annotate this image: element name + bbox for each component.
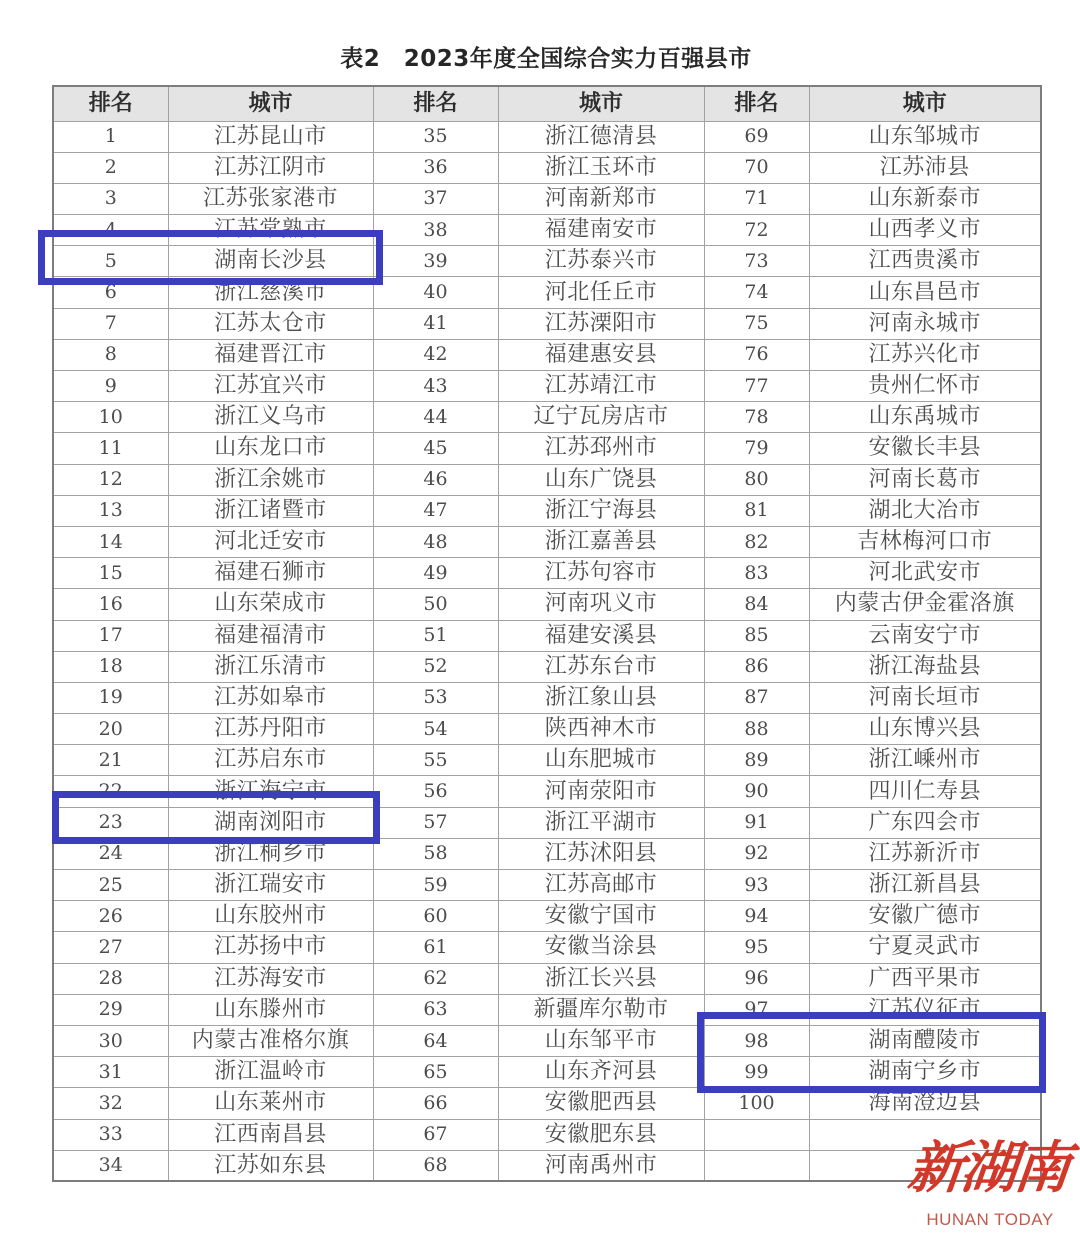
rank-cell bbox=[704, 1150, 809, 1181]
rank-cell: 93 bbox=[704, 870, 809, 901]
rank-cell: 35 bbox=[373, 121, 498, 152]
header-rank: 排名 bbox=[373, 86, 498, 121]
rank-cell: 43 bbox=[373, 371, 498, 402]
table-row bbox=[53, 495, 1041, 526]
table-row bbox=[53, 745, 1041, 776]
rank-cell: 63 bbox=[373, 994, 498, 1025]
rank-cell: 17 bbox=[53, 620, 168, 651]
city-cell: 山东新泰市 bbox=[809, 183, 1041, 214]
rank-cell: 20 bbox=[53, 714, 168, 745]
rank-cell: 52 bbox=[373, 651, 498, 682]
rank-cell: 65 bbox=[373, 1057, 498, 1088]
rank-cell: 91 bbox=[704, 807, 809, 838]
city-cell: 山东龙口市 bbox=[168, 433, 373, 464]
header-rank: 排名 bbox=[704, 86, 809, 121]
rank-cell: 14 bbox=[53, 526, 168, 557]
city-cell: 江苏兴化市 bbox=[809, 339, 1041, 370]
rank-cell: 85 bbox=[704, 620, 809, 651]
rank-cell: 99 bbox=[704, 1057, 809, 1088]
header-rank: 排名 bbox=[53, 86, 168, 121]
rank-cell: 13 bbox=[53, 495, 168, 526]
city-cell: 河南永城市 bbox=[809, 308, 1041, 339]
city-cell: 江苏扬中市 bbox=[168, 932, 373, 963]
city-cell: 四川仁寿县 bbox=[809, 776, 1041, 807]
city-cell: 山西孝义市 bbox=[809, 215, 1041, 246]
city-cell: 河南禹州市 bbox=[498, 1150, 704, 1181]
city-cell: 山东齐河县 bbox=[498, 1057, 704, 1088]
city-cell: 江苏溧阳市 bbox=[498, 308, 704, 339]
city-cell: 安徽广德市 bbox=[809, 901, 1041, 932]
city-cell: 内蒙古准格尔旗 bbox=[168, 1025, 373, 1056]
city-cell: 湖北大冶市 bbox=[809, 495, 1041, 526]
city-cell: 安徽宁国市 bbox=[498, 901, 704, 932]
rank-cell: 40 bbox=[373, 277, 498, 308]
city-cell: 内蒙古伊金霍洛旗 bbox=[809, 589, 1041, 620]
city-cell: 山东昌邑市 bbox=[809, 277, 1041, 308]
city-cell: 吉林梅河口市 bbox=[809, 526, 1041, 557]
rank-cell: 76 bbox=[704, 339, 809, 370]
city-cell: 江苏启东市 bbox=[168, 745, 373, 776]
rank-cell: 95 bbox=[704, 932, 809, 963]
rank-cell: 61 bbox=[373, 932, 498, 963]
city-cell: 宁夏灵武市 bbox=[809, 932, 1041, 963]
city-cell: 河南巩义市 bbox=[498, 589, 704, 620]
city-cell: 浙江德清县 bbox=[498, 121, 704, 152]
rank-cell: 87 bbox=[704, 682, 809, 713]
logo-wordmark: 新湖南 bbox=[904, 1135, 1071, 1201]
table-row bbox=[53, 620, 1041, 651]
hunan-today-logo bbox=[900, 1120, 1076, 1232]
rank-cell: 24 bbox=[53, 838, 168, 869]
rank-cell: 16 bbox=[53, 589, 168, 620]
city-cell: 湖南浏阳市 bbox=[168, 807, 373, 838]
rank-cell: 98 bbox=[704, 1025, 809, 1056]
city-cell: 湖南醴陵市 bbox=[809, 1025, 1041, 1056]
table-row bbox=[53, 246, 1041, 277]
city-cell: 浙江瑞安市 bbox=[168, 870, 373, 901]
city-cell: 江西南昌县 bbox=[168, 1119, 373, 1150]
city-cell: 江苏昆山市 bbox=[168, 121, 373, 152]
city-cell: 湖南长沙县 bbox=[168, 246, 373, 277]
table-row bbox=[53, 994, 1041, 1025]
table-row bbox=[53, 433, 1041, 464]
rank-cell: 4 bbox=[53, 215, 168, 246]
rank-cell: 72 bbox=[704, 215, 809, 246]
rank-cell: 94 bbox=[704, 901, 809, 932]
table-row bbox=[53, 682, 1041, 713]
rank-cell: 54 bbox=[373, 714, 498, 745]
city-cell: 海南澄迈县 bbox=[809, 1088, 1041, 1119]
table-row bbox=[53, 215, 1041, 246]
rank-cell: 84 bbox=[704, 589, 809, 620]
city-cell: 河北迁安市 bbox=[168, 526, 373, 557]
rank-cell: 74 bbox=[704, 277, 809, 308]
rank-cell: 41 bbox=[373, 308, 498, 339]
rank-cell: 69 bbox=[704, 121, 809, 152]
table-row bbox=[53, 558, 1041, 589]
rank-cell: 26 bbox=[53, 901, 168, 932]
city-cell: 福建南安市 bbox=[498, 215, 704, 246]
city-cell: 江苏宜兴市 bbox=[168, 371, 373, 402]
table-row bbox=[53, 776, 1041, 807]
city-cell: 福建晋江市 bbox=[168, 339, 373, 370]
city-cell: 广西平果市 bbox=[809, 963, 1041, 994]
city-cell: 江苏丹阳市 bbox=[168, 714, 373, 745]
city-cell: 山东肥城市 bbox=[498, 745, 704, 776]
ranking-table bbox=[52, 85, 1042, 1182]
city-cell: 江苏沛县 bbox=[809, 152, 1041, 183]
city-cell: 福建安溪县 bbox=[498, 620, 704, 651]
rank-cell: 5 bbox=[53, 246, 168, 277]
city-cell: 江苏新沂市 bbox=[809, 838, 1041, 869]
rank-cell: 78 bbox=[704, 402, 809, 433]
table-body bbox=[53, 121, 1041, 1181]
table-row bbox=[53, 308, 1041, 339]
table-row bbox=[53, 183, 1041, 214]
rank-cell: 32 bbox=[53, 1088, 168, 1119]
city-cell: 江苏太仓市 bbox=[168, 308, 373, 339]
city-cell: 山东莱州市 bbox=[168, 1088, 373, 1119]
city-cell: 浙江海宁市 bbox=[168, 776, 373, 807]
rank-cell: 33 bbox=[53, 1119, 168, 1150]
city-cell: 江苏张家港市 bbox=[168, 183, 373, 214]
city-cell: 浙江玉环市 bbox=[498, 152, 704, 183]
city-cell: 广东四会市 bbox=[809, 807, 1041, 838]
city-cell: 江苏沭阳县 bbox=[498, 838, 704, 869]
city-cell: 江苏常熟市 bbox=[168, 215, 373, 246]
rank-cell: 25 bbox=[53, 870, 168, 901]
city-cell: 江苏海安市 bbox=[168, 963, 373, 994]
table-row bbox=[53, 371, 1041, 402]
rank-cell: 56 bbox=[373, 776, 498, 807]
city-cell: 安徽当涂县 bbox=[498, 932, 704, 963]
city-cell: 山东荣成市 bbox=[168, 589, 373, 620]
table-row bbox=[53, 901, 1041, 932]
city-cell: 山东邹城市 bbox=[809, 121, 1041, 152]
header-city: 城市 bbox=[168, 86, 373, 121]
rank-cell: 7 bbox=[53, 308, 168, 339]
rank-cell: 34 bbox=[53, 1150, 168, 1181]
rank-cell bbox=[704, 1119, 809, 1150]
city-cell: 浙江象山县 bbox=[498, 682, 704, 713]
rank-cell: 77 bbox=[704, 371, 809, 402]
rank-cell: 58 bbox=[373, 838, 498, 869]
rank-cell: 10 bbox=[53, 402, 168, 433]
city-cell: 江苏句容市 bbox=[498, 558, 704, 589]
rank-cell: 57 bbox=[373, 807, 498, 838]
table-row bbox=[53, 651, 1041, 682]
city-cell: 云南安宁市 bbox=[809, 620, 1041, 651]
city-cell: 浙江新昌县 bbox=[809, 870, 1041, 901]
city-cell: 贵州仁怀市 bbox=[809, 371, 1041, 402]
city-cell: 江苏靖江市 bbox=[498, 371, 704, 402]
city-cell: 河北武安市 bbox=[809, 558, 1041, 589]
rank-cell: 90 bbox=[704, 776, 809, 807]
rank-cell: 75 bbox=[704, 308, 809, 339]
rank-cell: 11 bbox=[53, 433, 168, 464]
city-cell: 浙江诸暨市 bbox=[168, 495, 373, 526]
city-cell: 福建石狮市 bbox=[168, 558, 373, 589]
rank-cell: 23 bbox=[53, 807, 168, 838]
city-cell: 浙江嵊州市 bbox=[809, 745, 1041, 776]
city-cell: 河南荥阳市 bbox=[498, 776, 704, 807]
rank-cell: 53 bbox=[373, 682, 498, 713]
rank-cell: 31 bbox=[53, 1057, 168, 1088]
city-cell: 山东邹平市 bbox=[498, 1025, 704, 1056]
rank-cell: 37 bbox=[373, 183, 498, 214]
rank-cell: 8 bbox=[53, 339, 168, 370]
city-cell: 安徽肥东县 bbox=[498, 1119, 704, 1150]
city-cell: 浙江嘉善县 bbox=[498, 526, 704, 557]
rank-cell: 44 bbox=[373, 402, 498, 433]
city-cell: 浙江桐乡市 bbox=[168, 838, 373, 869]
city-cell: 江苏江阴市 bbox=[168, 152, 373, 183]
city-cell: 辽宁瓦房店市 bbox=[498, 402, 704, 433]
table-row bbox=[53, 932, 1041, 963]
city-cell: 江苏高邮市 bbox=[498, 870, 704, 901]
rank-cell: 88 bbox=[704, 714, 809, 745]
city-cell: 江苏泰兴市 bbox=[498, 246, 704, 277]
rank-cell: 100 bbox=[704, 1088, 809, 1119]
city-cell: 山东博兴县 bbox=[809, 714, 1041, 745]
city-cell: 山东滕州市 bbox=[168, 994, 373, 1025]
table-title: 表2 2023年度全国综合实力百强县市 bbox=[340, 46, 752, 72]
city-cell: 河南长葛市 bbox=[809, 464, 1041, 495]
table-row bbox=[53, 963, 1041, 994]
rank-cell: 73 bbox=[704, 246, 809, 277]
city-cell: 浙江余姚市 bbox=[168, 464, 373, 495]
city-cell: 福建福清市 bbox=[168, 620, 373, 651]
rank-cell: 42 bbox=[373, 339, 498, 370]
city-cell: 山东广饶县 bbox=[498, 464, 704, 495]
rank-cell: 3 bbox=[53, 183, 168, 214]
table-row bbox=[53, 152, 1041, 183]
city-cell: 浙江乐清市 bbox=[168, 651, 373, 682]
table-row bbox=[53, 1025, 1041, 1056]
city-cell: 河南新郑市 bbox=[498, 183, 704, 214]
rank-cell: 82 bbox=[704, 526, 809, 557]
table-row bbox=[53, 402, 1041, 433]
rank-cell: 29 bbox=[53, 994, 168, 1025]
rank-cell: 70 bbox=[704, 152, 809, 183]
header-city: 城市 bbox=[809, 86, 1041, 121]
rank-cell: 62 bbox=[373, 963, 498, 994]
city-cell: 江苏邳州市 bbox=[498, 433, 704, 464]
table-row bbox=[53, 870, 1041, 901]
table-row bbox=[53, 1150, 1041, 1181]
rank-cell: 96 bbox=[704, 963, 809, 994]
rank-cell: 60 bbox=[373, 901, 498, 932]
rank-cell: 45 bbox=[373, 433, 498, 464]
rank-cell: 81 bbox=[704, 495, 809, 526]
city-cell: 浙江海盐县 bbox=[809, 651, 1041, 682]
table-row bbox=[53, 1088, 1041, 1119]
city-cell: 浙江长兴县 bbox=[498, 963, 704, 994]
rank-cell: 47 bbox=[373, 495, 498, 526]
city-cell: 浙江慈溪市 bbox=[168, 277, 373, 308]
rank-cell: 27 bbox=[53, 932, 168, 963]
rank-cell: 86 bbox=[704, 651, 809, 682]
rank-cell: 15 bbox=[53, 558, 168, 589]
rank-cell: 46 bbox=[373, 464, 498, 495]
header-row bbox=[53, 86, 1041, 121]
city-cell: 福建惠安县 bbox=[498, 339, 704, 370]
rank-cell: 38 bbox=[373, 215, 498, 246]
rank-cell: 49 bbox=[373, 558, 498, 589]
city-cell: 江西贵溪市 bbox=[809, 246, 1041, 277]
city-cell: 江苏仪征市 bbox=[809, 994, 1041, 1025]
table-row bbox=[53, 714, 1041, 745]
rank-cell: 9 bbox=[53, 371, 168, 402]
city-cell: 山东胶州市 bbox=[168, 901, 373, 932]
city-cell: 浙江平湖市 bbox=[498, 807, 704, 838]
rank-cell: 59 bbox=[373, 870, 498, 901]
table-row bbox=[53, 121, 1041, 152]
rank-cell: 66 bbox=[373, 1088, 498, 1119]
rank-cell: 92 bbox=[704, 838, 809, 869]
rank-cell: 97 bbox=[704, 994, 809, 1025]
logo-subtitle: HUNAN TODAY bbox=[926, 1210, 1054, 1229]
table-row bbox=[53, 838, 1041, 869]
rank-cell: 1 bbox=[53, 121, 168, 152]
table-row bbox=[53, 807, 1041, 838]
rank-cell: 48 bbox=[373, 526, 498, 557]
rank-cell: 67 bbox=[373, 1119, 498, 1150]
rank-cell: 22 bbox=[53, 776, 168, 807]
rank-cell: 18 bbox=[53, 651, 168, 682]
header-city: 城市 bbox=[498, 86, 704, 121]
city-cell: 湖南宁乡市 bbox=[809, 1057, 1041, 1088]
city-cell: 安徽肥西县 bbox=[498, 1088, 704, 1119]
city-cell: 河南长垣市 bbox=[809, 682, 1041, 713]
table-row bbox=[53, 589, 1041, 620]
city-cell: 山东禹城市 bbox=[809, 402, 1041, 433]
rank-cell: 71 bbox=[704, 183, 809, 214]
city-cell: 安徽长丰县 bbox=[809, 433, 1041, 464]
city-cell: 陕西神木市 bbox=[498, 714, 704, 745]
rank-cell: 51 bbox=[373, 620, 498, 651]
city-cell: 新疆库尔勒市 bbox=[498, 994, 704, 1025]
rank-cell: 80 bbox=[704, 464, 809, 495]
rank-cell: 36 bbox=[373, 152, 498, 183]
table-row bbox=[53, 277, 1041, 308]
city-cell: 浙江温岭市 bbox=[168, 1057, 373, 1088]
table-row bbox=[53, 1057, 1041, 1088]
rank-cell: 55 bbox=[373, 745, 498, 776]
rank-cell: 89 bbox=[704, 745, 809, 776]
rank-cell: 30 bbox=[53, 1025, 168, 1056]
rank-cell: 28 bbox=[53, 963, 168, 994]
city-cell: 江苏东台市 bbox=[498, 651, 704, 682]
table-row bbox=[53, 339, 1041, 370]
table-row bbox=[53, 1119, 1041, 1150]
rank-cell: 79 bbox=[704, 433, 809, 464]
table-row bbox=[53, 526, 1041, 557]
rank-cell: 12 bbox=[53, 464, 168, 495]
city-cell: 浙江宁海县 bbox=[498, 495, 704, 526]
table-row bbox=[53, 464, 1041, 495]
city-cell: 江苏如东县 bbox=[168, 1150, 373, 1181]
rank-cell: 68 bbox=[373, 1150, 498, 1181]
city-cell: 河北任丘市 bbox=[498, 277, 704, 308]
rank-cell: 39 bbox=[373, 246, 498, 277]
rank-cell: 6 bbox=[53, 277, 168, 308]
rank-cell: 50 bbox=[373, 589, 498, 620]
rank-cell: 21 bbox=[53, 745, 168, 776]
rank-cell: 2 bbox=[53, 152, 168, 183]
rank-cell: 64 bbox=[373, 1025, 498, 1056]
rank-cell: 83 bbox=[704, 558, 809, 589]
rank-cell: 19 bbox=[53, 682, 168, 713]
city-cell: 浙江义乌市 bbox=[168, 402, 373, 433]
city-cell: 江苏如皋市 bbox=[168, 682, 373, 713]
